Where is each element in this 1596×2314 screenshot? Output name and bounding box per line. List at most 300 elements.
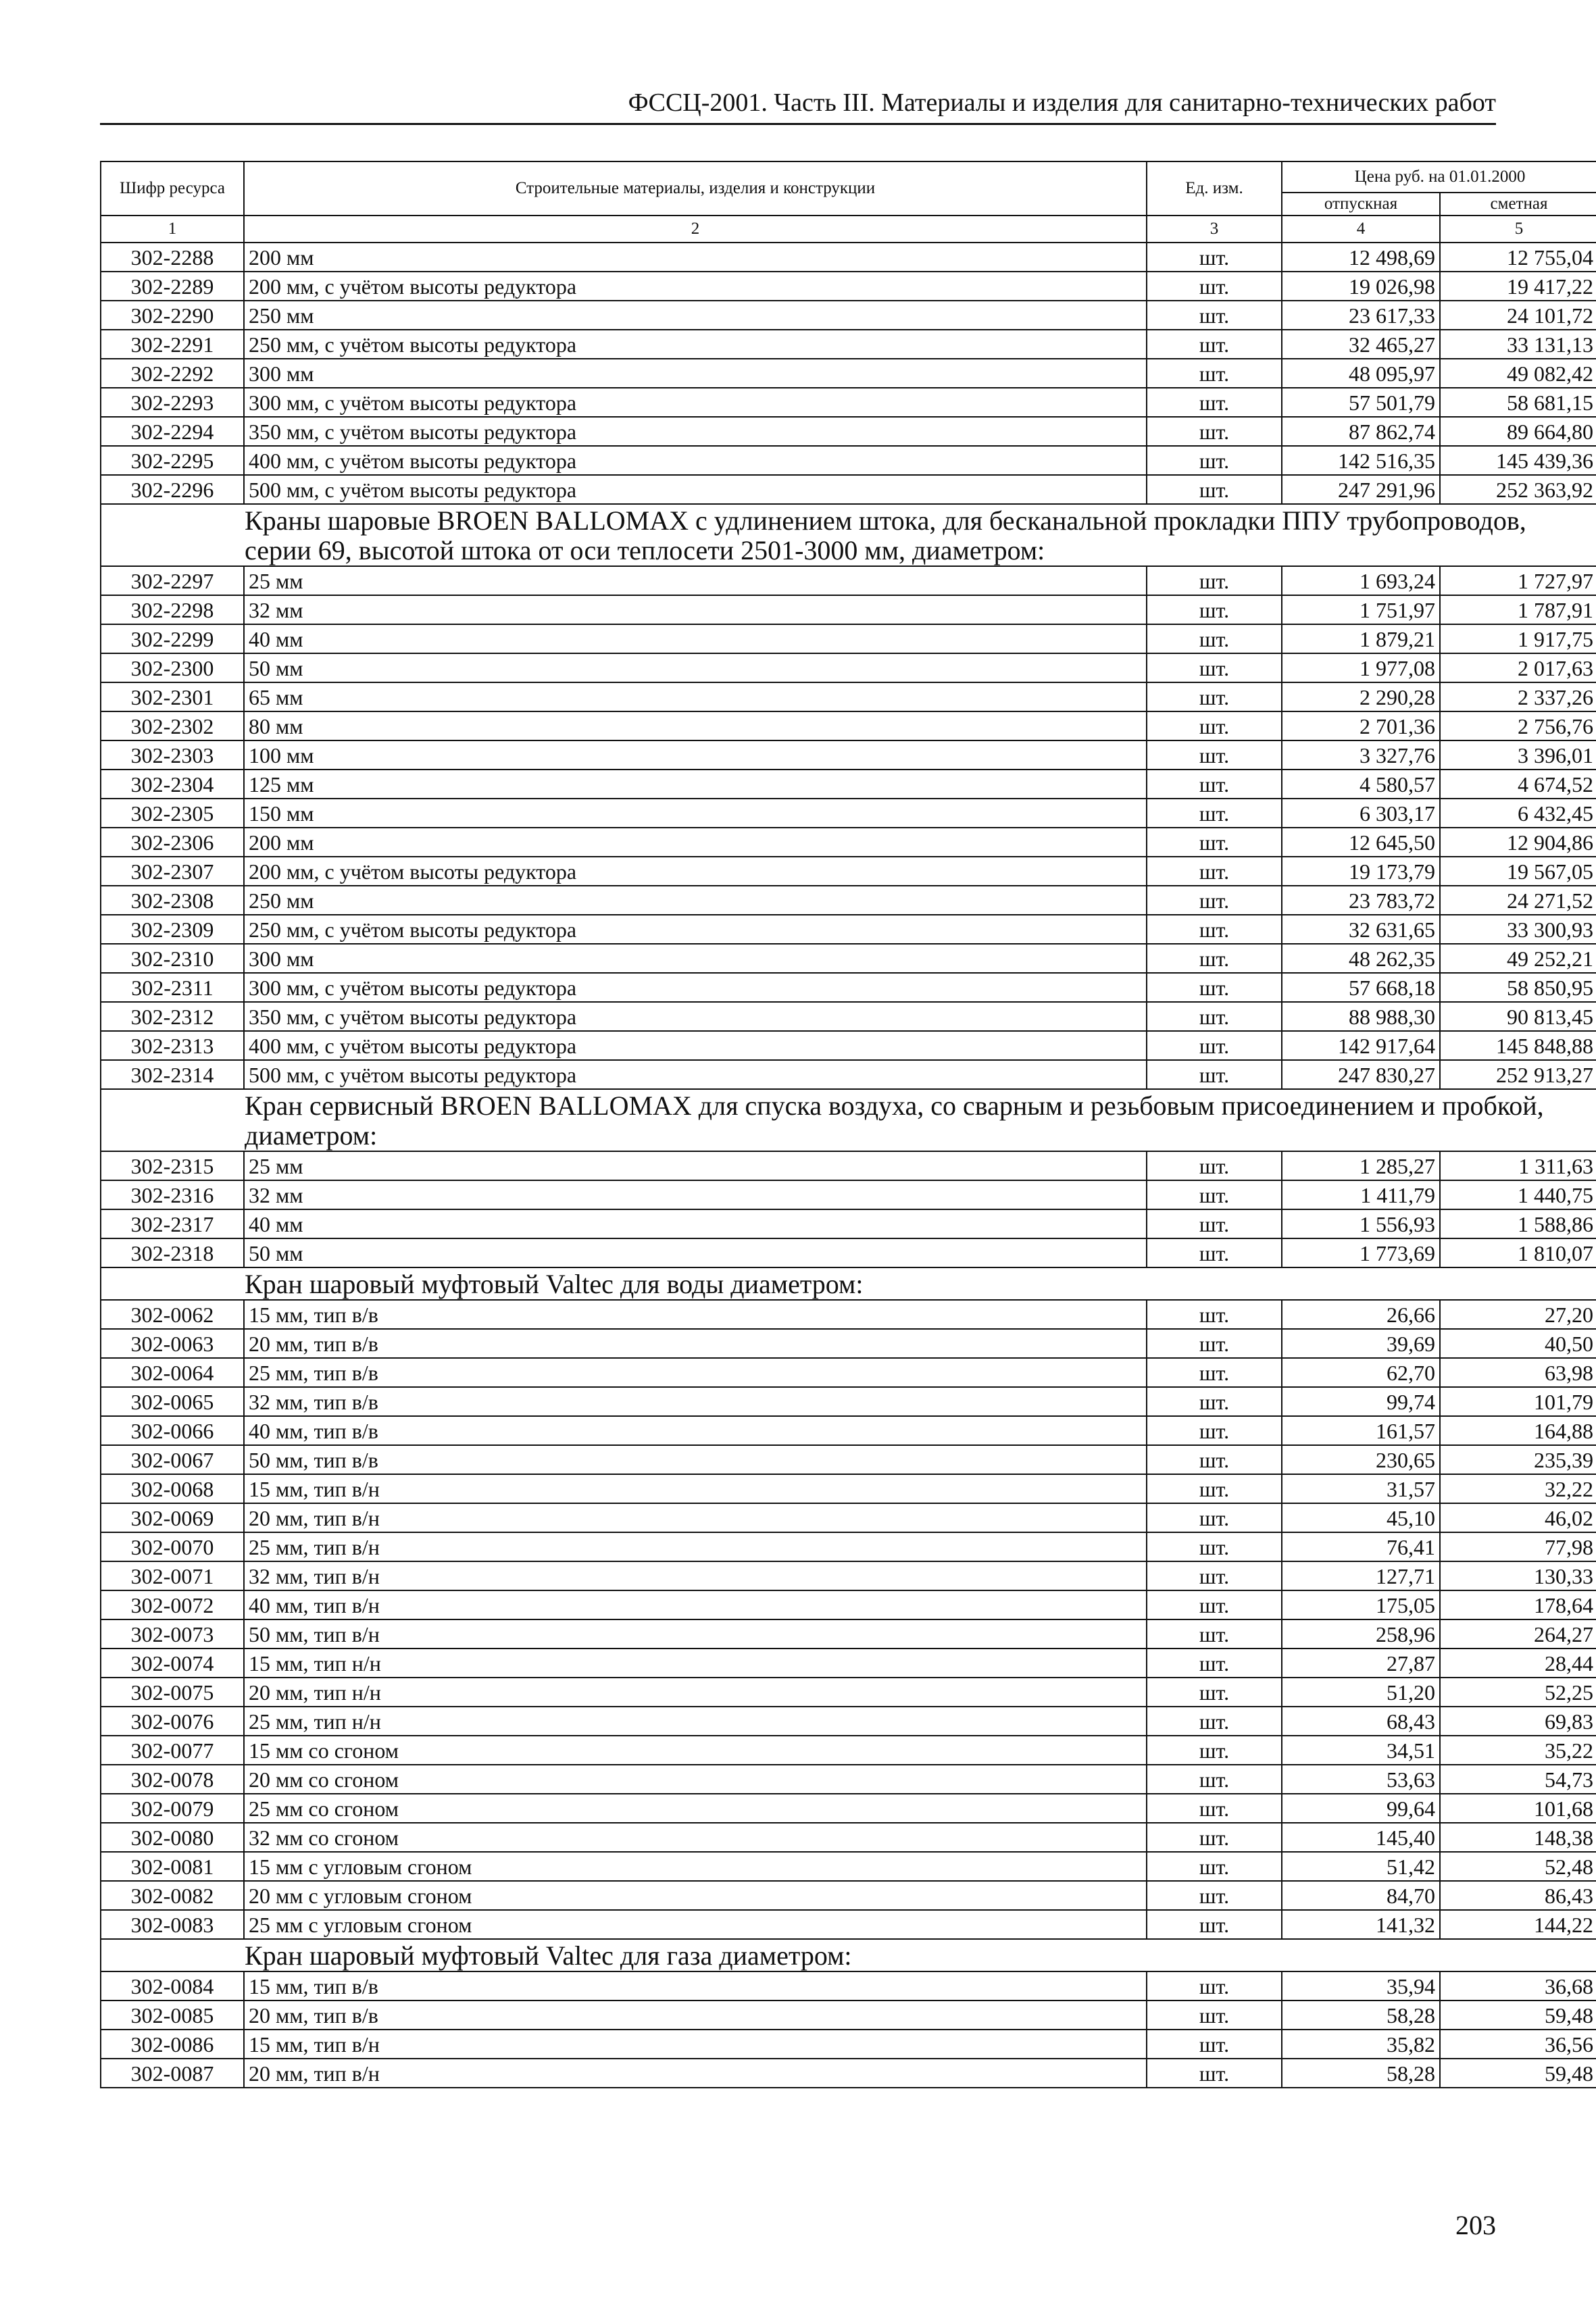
cell-name: 300 мм: [244, 359, 1147, 388]
cell-price-estimate: 4 674,52: [1440, 770, 1596, 799]
cell-unit: шт.: [1147, 1329, 1282, 1358]
cell-unit: шт.: [1147, 243, 1282, 272]
col-header-estimate: сметная: [1440, 193, 1596, 216]
cell-code: 302-0069: [101, 1503, 244, 1532]
cell-code: 302-0082: [101, 1881, 244, 1910]
cell-unit: шт.: [1147, 653, 1282, 682]
cell-code: 302-2311: [101, 973, 244, 1002]
cell-name: 200 мм: [244, 243, 1147, 272]
table-row: [101, 1002, 1596, 1031]
cell-price-release: 57 501,79: [1282, 388, 1440, 417]
table-row: [101, 711, 1596, 740]
cell-price-release: 68,43: [1282, 1707, 1440, 1736]
cell-name: 25 мм с угловым сгоном: [244, 1910, 1147, 1939]
page-header-title: ФССЦ-2001. Часть III. Материалы и изделия для санитарно-технических работ: [628, 89, 1496, 117]
cell-code: 302-0063: [101, 1329, 244, 1358]
cell-price-release: 51,20: [1282, 1678, 1440, 1707]
cell-unit: шт.: [1147, 711, 1282, 740]
table-row: [101, 272, 1596, 301]
cell-price-release: 3 327,76: [1282, 740, 1440, 770]
cell-name: 150 мм: [244, 799, 1147, 828]
cell-unit: шт.: [1147, 857, 1282, 886]
cell-code: 302-0066: [101, 1416, 244, 1445]
cell-unit: шт.: [1147, 740, 1282, 770]
cell-price-estimate: 24 271,52: [1440, 886, 1596, 915]
cell-price-estimate: 63,98: [1440, 1358, 1596, 1387]
cell-code: 302-2309: [101, 915, 244, 944]
table-row: [101, 1387, 1596, 1416]
cell-unit: шт.: [1147, 1881, 1282, 1910]
cell-price-release: 1 879,21: [1282, 624, 1440, 653]
cell-code: 302-2290: [101, 301, 244, 330]
cell-unit: шт.: [1147, 1503, 1282, 1532]
cell-price-release: 39,69: [1282, 1329, 1440, 1358]
cell-name: 25 мм: [244, 1151, 1147, 1180]
table-row: [101, 1445, 1596, 1474]
page-number: 203: [1455, 2210, 1496, 2240]
section-row: [101, 1939, 1596, 1971]
cell-unit: шт.: [1147, 624, 1282, 653]
cell-code: 302-0067: [101, 1445, 244, 1474]
cell-name: 500 мм, с учётом высоты редуктора: [244, 1060, 1147, 1089]
cell-unit: шт.: [1147, 944, 1282, 973]
cell-name: 20 мм, тип в/н: [244, 1503, 1147, 1532]
cell-price-release: 53,63: [1282, 1765, 1440, 1794]
cell-price-release: 19 173,79: [1282, 857, 1440, 886]
cell-price-estimate: 52,48: [1440, 1852, 1596, 1881]
table-row: [101, 1736, 1596, 1765]
cell-price-release: 127,71: [1282, 1561, 1440, 1590]
cell-price-release: 142 917,64: [1282, 1031, 1440, 1060]
table-row: [101, 1474, 1596, 1503]
cell-unit: шт.: [1147, 359, 1282, 388]
cell-code: 302-2308: [101, 886, 244, 915]
cell-price-release: 247 830,27: [1282, 1060, 1440, 1089]
table-row: [101, 595, 1596, 624]
cell-price-release: 99,64: [1282, 1794, 1440, 1823]
cell-code: 302-2288: [101, 243, 244, 272]
cell-unit: шт.: [1147, 1910, 1282, 1939]
table-row: [101, 1619, 1596, 1649]
section-title: Кран сервисный BROEN BALLOMAX для спуска воздуха, со сварным и резьбовым присоединением и пробкой, диаметром:: [101, 1089, 1596, 1151]
col-number-3: 3: [1147, 216, 1282, 243]
cell-price-release: 84,70: [1282, 1881, 1440, 1910]
cell-code: 302-2307: [101, 857, 244, 886]
cell-code: 302-0085: [101, 2001, 244, 2030]
cell-code: 302-2312: [101, 1002, 244, 1031]
cell-price-estimate: 1 440,75: [1440, 1180, 1596, 1209]
cell-code: 302-2302: [101, 711, 244, 740]
cell-name: 300 мм, с учётом высоты редуктора: [244, 388, 1147, 417]
cell-code: 302-0081: [101, 1852, 244, 1881]
cell-price-release: 12 645,50: [1282, 828, 1440, 857]
table-row: [101, 1151, 1596, 1180]
cell-name: 20 мм со сгоном: [244, 1765, 1147, 1794]
table-row: [101, 359, 1596, 388]
cell-unit: шт.: [1147, 1971, 1282, 2001]
cell-unit: шт.: [1147, 1619, 1282, 1649]
cell-code: 302-0080: [101, 1823, 244, 1852]
cell-price-estimate: 46,02: [1440, 1503, 1596, 1532]
table-body: [101, 243, 1596, 2088]
cell-price-release: 35,94: [1282, 1971, 1440, 2001]
cell-name: 50 мм, тип в/в: [244, 1445, 1147, 1474]
cell-code: 302-0062: [101, 1300, 244, 1329]
cell-unit: шт.: [1147, 1002, 1282, 1031]
cell-price-release: 23 617,33: [1282, 301, 1440, 330]
cell-price-estimate: 2 337,26: [1440, 682, 1596, 711]
cell-unit: шт.: [1147, 886, 1282, 915]
table-row: [101, 624, 1596, 653]
cell-name: 25 мм со сгоном: [244, 1794, 1147, 1823]
cell-name: 32 мм: [244, 1180, 1147, 1209]
cell-code: 302-0078: [101, 1765, 244, 1794]
cell-price-estimate: 24 101,72: [1440, 301, 1596, 330]
cell-price-release: 1 556,93: [1282, 1209, 1440, 1238]
cell-unit: шт.: [1147, 475, 1282, 504]
table-row: [101, 1060, 1596, 1089]
cell-price-release: 258,96: [1282, 1619, 1440, 1649]
table-row: [101, 566, 1596, 595]
table-row: [101, 857, 1596, 886]
cell-price-release: 4 580,57: [1282, 770, 1440, 799]
cell-code: 302-0076: [101, 1707, 244, 1736]
header-rule: [100, 123, 1496, 125]
table-row: [101, 1561, 1596, 1590]
table-row: [101, 1910, 1596, 1939]
cell-price-estimate: 12 755,04: [1440, 243, 1596, 272]
cell-name: 25 мм: [244, 566, 1147, 595]
table-row: [101, 1532, 1596, 1561]
cell-code: 302-0075: [101, 1678, 244, 1707]
cell-name: 50 мм, тип в/н: [244, 1619, 1147, 1649]
cell-price-estimate: 32,22: [1440, 1474, 1596, 1503]
cell-name: 40 мм, тип в/н: [244, 1590, 1147, 1619]
table-row: [101, 1794, 1596, 1823]
cell-unit: шт.: [1147, 388, 1282, 417]
section-row: [101, 1267, 1596, 1300]
cell-name: 32 мм, тип в/н: [244, 1561, 1147, 1590]
cell-price-release: 27,87: [1282, 1649, 1440, 1678]
cell-name: 15 мм с угловым сгоном: [244, 1852, 1147, 1881]
cell-name: 200 мм: [244, 828, 1147, 857]
cell-price-release: 35,82: [1282, 2030, 1440, 2059]
cell-price-release: 87 862,74: [1282, 417, 1440, 446]
cell-price-estimate: 2 017,63: [1440, 653, 1596, 682]
cell-price-estimate: 33 131,13: [1440, 330, 1596, 359]
cell-name: 200 мм, с учётом высоты редуктора: [244, 272, 1147, 301]
cell-price-release: 142 516,35: [1282, 446, 1440, 475]
table-row: [101, 828, 1596, 857]
cell-price-estimate: 145 848,88: [1440, 1031, 1596, 1060]
cell-name: 15 мм, тип в/н: [244, 1474, 1147, 1503]
table-row: [101, 1852, 1596, 1881]
cell-price-estimate: 164,88: [1440, 1416, 1596, 1445]
table-row: [101, 475, 1596, 504]
cell-code: 302-0068: [101, 1474, 244, 1503]
cell-price-estimate: 36,68: [1440, 1971, 1596, 2001]
cell-code: 302-2316: [101, 1180, 244, 1209]
table-row: [101, 1209, 1596, 1238]
cell-price-release: 48 095,97: [1282, 359, 1440, 388]
cell-price-release: 32 631,65: [1282, 915, 1440, 944]
cell-unit: шт.: [1147, 272, 1282, 301]
cell-name: 100 мм: [244, 740, 1147, 770]
cell-name: 250 мм: [244, 886, 1147, 915]
col-header-unit: Ед. изм.: [1147, 161, 1282, 216]
cell-price-release: 88 988,30: [1282, 1002, 1440, 1031]
cell-unit: шт.: [1147, 1736, 1282, 1765]
cell-unit: шт.: [1147, 1416, 1282, 1445]
cell-unit: шт.: [1147, 2030, 1282, 2059]
table-row: [101, 1238, 1596, 1267]
price-table: [100, 161, 1596, 2088]
cell-price-estimate: 101,79: [1440, 1387, 1596, 1416]
cell-price-estimate: 2 756,76: [1440, 711, 1596, 740]
section-title: Кран шаровый муфтовый Valtec для воды диаметром:: [101, 1267, 1596, 1300]
cell-price-release: 1 977,08: [1282, 653, 1440, 682]
col-header-release: отпускная: [1282, 193, 1440, 216]
cell-price-estimate: 28,44: [1440, 1649, 1596, 1678]
cell-price-estimate: 6 432,45: [1440, 799, 1596, 828]
cell-unit: шт.: [1147, 2001, 1282, 2030]
cell-unit: шт.: [1147, 1151, 1282, 1180]
col-number-1: 1: [101, 216, 244, 243]
cell-price-release: 175,05: [1282, 1590, 1440, 1619]
cell-price-release: 62,70: [1282, 1358, 1440, 1387]
table-row: [101, 1300, 1596, 1329]
cell-code: 302-2289: [101, 272, 244, 301]
table-row: [101, 1765, 1596, 1794]
table-row: [101, 886, 1596, 915]
cell-unit: шт.: [1147, 1387, 1282, 1416]
cell-price-estimate: 89 664,80: [1440, 417, 1596, 446]
cell-price-estimate: 252 363,92: [1440, 475, 1596, 504]
table-row: [101, 1678, 1596, 1707]
cell-price-release: 31,57: [1282, 1474, 1440, 1503]
cell-name: 50 мм: [244, 653, 1147, 682]
cell-name: 25 мм, тип в/н: [244, 1532, 1147, 1561]
cell-price-estimate: 59,48: [1440, 2059, 1596, 2088]
cell-price-estimate: 3 396,01: [1440, 740, 1596, 770]
table-row: [101, 301, 1596, 330]
cell-price-estimate: 130,33: [1440, 1561, 1596, 1590]
cell-price-release: 99,74: [1282, 1387, 1440, 1416]
table-row: [101, 944, 1596, 973]
cell-name: 25 мм, тип в/в: [244, 1358, 1147, 1387]
cell-unit: шт.: [1147, 1561, 1282, 1590]
cell-price-estimate: 148,38: [1440, 1823, 1596, 1852]
cell-name: 32 мм, тип в/в: [244, 1387, 1147, 1416]
cell-price-estimate: 52,25: [1440, 1678, 1596, 1707]
cell-unit: шт.: [1147, 1060, 1282, 1089]
cell-code: 302-2300: [101, 653, 244, 682]
cell-name: 50 мм: [244, 1238, 1147, 1267]
cell-code: 302-0074: [101, 1649, 244, 1678]
col-number-2: 2: [244, 216, 1147, 243]
cell-price-release: 34,51: [1282, 1736, 1440, 1765]
cell-unit: шт.: [1147, 799, 1282, 828]
cell-code: 302-2313: [101, 1031, 244, 1060]
cell-name: 32 мм: [244, 595, 1147, 624]
cell-price-estimate: 235,39: [1440, 1445, 1596, 1474]
cell-price-release: 1 751,97: [1282, 595, 1440, 624]
cell-price-estimate: 1 588,86: [1440, 1209, 1596, 1238]
cell-unit: шт.: [1147, 446, 1282, 475]
cell-unit: шт.: [1147, 1707, 1282, 1736]
cell-code: 302-2297: [101, 566, 244, 595]
table-row: [101, 1590, 1596, 1619]
table-row: [101, 799, 1596, 828]
cell-code: 302-2317: [101, 1209, 244, 1238]
cell-price-estimate: 1 917,75: [1440, 624, 1596, 653]
cell-price-estimate: 58 850,95: [1440, 973, 1596, 1002]
cell-code: 302-2291: [101, 330, 244, 359]
cell-code: 302-0064: [101, 1358, 244, 1387]
cell-unit: шт.: [1147, 301, 1282, 330]
table-row: [101, 2030, 1596, 2059]
cell-price-release: 23 783,72: [1282, 886, 1440, 915]
cell-unit: шт.: [1147, 2059, 1282, 2088]
cell-code: 302-0084: [101, 1971, 244, 2001]
cell-code: 302-2314: [101, 1060, 244, 1089]
section-title: Краны шаровые BROEN BALLOMAX с удлинением штока, для бесканальной прокладки ППУ трубопроводов, серии 69, высотой штока от оси теплосети 2501-3000 мм, диаметром:: [101, 504, 1596, 566]
cell-unit: шт.: [1147, 1031, 1282, 1060]
cell-price-release: 76,41: [1282, 1532, 1440, 1561]
cell-unit: шт.: [1147, 682, 1282, 711]
cell-unit: шт.: [1147, 1532, 1282, 1561]
cell-name: 200 мм, с учётом высоты редуктора: [244, 857, 1147, 886]
table-row: [101, 388, 1596, 417]
cell-price-estimate: 178,64: [1440, 1590, 1596, 1619]
cell-code: 302-2305: [101, 799, 244, 828]
cell-name: 15 мм, тип в/в: [244, 1971, 1147, 2001]
col-number-5: 5: [1440, 216, 1596, 243]
cell-price-release: 57 668,18: [1282, 973, 1440, 1002]
cell-name: 20 мм, тип в/в: [244, 2001, 1147, 2030]
table-row: [101, 653, 1596, 682]
cell-price-release: 141,32: [1282, 1910, 1440, 1939]
cell-name: 350 мм, с учётом высоты редуктора: [244, 1002, 1147, 1031]
cell-code: 302-2295: [101, 446, 244, 475]
cell-name: 15 мм со сгоном: [244, 1736, 1147, 1765]
cell-price-release: 1 411,79: [1282, 1180, 1440, 1209]
table-row: [101, 1707, 1596, 1736]
cell-price-estimate: 54,73: [1440, 1765, 1596, 1794]
cell-price-estimate: 145 439,36: [1440, 446, 1596, 475]
cell-code: 302-0083: [101, 1910, 244, 1939]
cell-name: 65 мм: [244, 682, 1147, 711]
table-row: [101, 770, 1596, 799]
cell-unit: шт.: [1147, 566, 1282, 595]
cell-price-release: 145,40: [1282, 1823, 1440, 1852]
cell-name: 350 мм, с учётом высоты редуктора: [244, 417, 1147, 446]
cell-price-estimate: 101,68: [1440, 1794, 1596, 1823]
cell-unit: шт.: [1147, 1180, 1282, 1209]
cell-code: 302-2310: [101, 944, 244, 973]
cell-code: 302-2294: [101, 417, 244, 446]
cell-unit: шт.: [1147, 1238, 1282, 1267]
cell-price-release: 230,65: [1282, 1445, 1440, 1474]
cell-name: 300 мм: [244, 944, 1147, 973]
cell-code: 302-2306: [101, 828, 244, 857]
col-number-4: 4: [1282, 216, 1440, 243]
col-header-name: Строительные материалы, изделия и конструкции: [244, 161, 1147, 216]
cell-code: 302-2292: [101, 359, 244, 388]
cell-unit: шт.: [1147, 770, 1282, 799]
table-row: [101, 1503, 1596, 1532]
cell-code: 302-0086: [101, 2030, 244, 2059]
cell-price-estimate: 58 681,15: [1440, 388, 1596, 417]
cell-code: 302-0070: [101, 1532, 244, 1561]
cell-code: 302-0065: [101, 1387, 244, 1416]
cell-unit: шт.: [1147, 1852, 1282, 1881]
col-header-price: Цена руб. на 01.01.2000: [1282, 161, 1596, 193]
cell-price-estimate: 1 727,97: [1440, 566, 1596, 595]
cell-price-release: 161,57: [1282, 1416, 1440, 1445]
cell-price-release: 2 701,36: [1282, 711, 1440, 740]
cell-price-estimate: 144,22: [1440, 1910, 1596, 1939]
table-row: [101, 243, 1596, 272]
cell-price-release: 247 291,96: [1282, 475, 1440, 504]
cell-code: 302-0079: [101, 1794, 244, 1823]
cell-price-release: 51,42: [1282, 1852, 1440, 1881]
cell-price-estimate: 69,83: [1440, 1707, 1596, 1736]
section-row: [101, 1089, 1596, 1151]
cell-unit: шт.: [1147, 1794, 1282, 1823]
cell-price-estimate: 252 913,27: [1440, 1060, 1596, 1089]
cell-unit: шт.: [1147, 1590, 1282, 1619]
table-row: [101, 1416, 1596, 1445]
cell-price-release: 26,66: [1282, 1300, 1440, 1329]
cell-unit: шт.: [1147, 1765, 1282, 1794]
cell-price-release: 32 465,27: [1282, 330, 1440, 359]
cell-name: 125 мм: [244, 770, 1147, 799]
cell-price-release: 1 773,69: [1282, 1238, 1440, 1267]
cell-name: 250 мм: [244, 301, 1147, 330]
cell-unit: шт.: [1147, 973, 1282, 1002]
cell-name: 15 мм, тип в/в: [244, 1300, 1147, 1329]
table-row: [101, 1329, 1596, 1358]
table-row: [101, 1358, 1596, 1387]
cell-name: 20 мм, тип в/в: [244, 1329, 1147, 1358]
cell-unit: шт.: [1147, 1209, 1282, 1238]
cell-price-estimate: 49 252,21: [1440, 944, 1596, 973]
cell-price-release: 12 498,69: [1282, 243, 1440, 272]
table-row: [101, 2059, 1596, 2088]
table-row: [101, 446, 1596, 475]
cell-unit: шт.: [1147, 330, 1282, 359]
cell-code: 302-0087: [101, 2059, 244, 2088]
cell-code: 302-0071: [101, 1561, 244, 1590]
table-row: [101, 330, 1596, 359]
table-head: [101, 161, 1596, 243]
cell-code: 302-0077: [101, 1736, 244, 1765]
table-row: [101, 1649, 1596, 1678]
cell-price-estimate: 19 567,05: [1440, 857, 1596, 886]
cell-price-estimate: 264,27: [1440, 1619, 1596, 1649]
cell-price-estimate: 33 300,93: [1440, 915, 1596, 944]
table-row: [101, 740, 1596, 770]
cell-price-release: 45,10: [1282, 1503, 1440, 1532]
cell-code: 302-2296: [101, 475, 244, 504]
cell-price-release: 48 262,35: [1282, 944, 1440, 973]
cell-price-estimate: 27,20: [1440, 1300, 1596, 1329]
cell-unit: шт.: [1147, 1300, 1282, 1329]
table-row: [101, 915, 1596, 944]
cell-name: 300 мм, с учётом высоты редуктора: [244, 973, 1147, 1002]
cell-code: 302-2299: [101, 624, 244, 653]
